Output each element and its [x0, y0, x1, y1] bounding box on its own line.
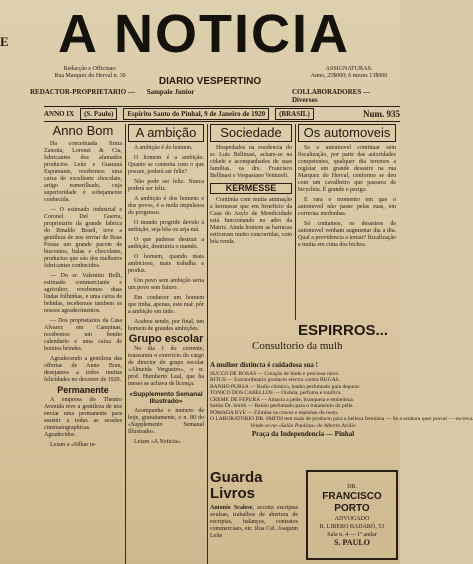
article-paragraph: Continúa com muita animação a kermesse que em beneficio da Casa do Asylo de Mendicidade está funcionando no adro da Matriz. Ainda hontem as barracas estiveram muito concorridas, com bôa renda.	[210, 197, 292, 245]
column-divider	[125, 124, 126, 564]
article-paragraph: A ambição é dos homens e dos povos, é a mola impulsora do progresso.	[128, 196, 204, 216]
address-label: Redacção e Officinas:	[63, 66, 117, 72]
lawyer-ad	[306, 470, 398, 560]
article-footer: Leiam a «Silhar re-	[50, 442, 97, 448]
article-heading: A ambição	[128, 124, 204, 142]
ad-line: SUCCO DE ROSAS — Creação de lindo e preciosa ruivo.	[210, 370, 340, 377]
article-heading: Anno Bom	[52, 123, 114, 138]
guarda-title: Guarda Livros	[210, 469, 263, 502]
article-subheading: Grupo escolar	[128, 333, 204, 345]
article-paragraph: O homem é a ambição. Quanto se contenta com o que possue, poderá ser feliz?	[128, 155, 204, 175]
ad-line: O LABORATORIO DR. SMITH tem mais de producto para a belleza feminina — Se a senhora quer provar — escreva.	[210, 416, 473, 422]
article-subheading: KERMESSE	[210, 183, 292, 194]
ad-vendor: Vende-se na «Salão Paulista» de Alberto Arólio	[250, 422, 356, 429]
consultorio-heading: Consultorio da mulh	[252, 340, 343, 352]
beauty-ad	[210, 361, 473, 438]
subscription-label: ASSIGNATURAS:	[325, 66, 373, 72]
collaborators-label: COLLABORADORES — Diversos	[292, 88, 370, 104]
ad-location: Praça da Independencia — Pinhal	[251, 430, 355, 438]
article-subheading: Permanente	[57, 385, 109, 395]
article-paragraph: Não pode ser feliz. Nunca poderá ser feliz.	[128, 179, 204, 192]
article-paragraph: Agradecendo a gentileza das offertas de Anno Bom, desejamos a todos muitas felicidades no decorrer de 1920.	[44, 356, 122, 383]
editor-label: REDACTOR-PROPRIETARIO —	[30, 88, 135, 96]
lawyer-name: FRANCISCO PORTO	[322, 491, 382, 514]
guarda-text: acceita escriptas avulsas, trabalhos de abertura de escriptas, balanços, contratos commerciaes, etc. Rua Cel. Joaquim Leite	[210, 505, 299, 539]
article-paragraph: O homem, quando mais ambicioso, mais trabalha e produz.	[128, 254, 204, 274]
editor-name: Sampaio Junior	[146, 88, 195, 96]
article-paragraph: Acompanha o numero de hoje, gratuitamente, o n. 80 do «Supplemento Semanal Illustrado».	[128, 408, 204, 435]
espirros-heading: ESPIRROS...	[298, 322, 389, 339]
ad-line: POMADA BYE — Elimina os cravos e espinhas do rosto.	[210, 409, 339, 416]
article-paragraph: — O estimado industrial e Coronel Del Guerra, proprietario da grande fabrica do Rinaldo Brasil, teve a gentileza de nos enviar de Boas Festas um grande pacote de biscoutos, balas e chocolates, productos que são dos melhores fabricantes conhecidos.	[44, 207, 122, 269]
ad-line: CREME DE FEPURA — Amacia a pelle, branqueia e embelleza.	[210, 396, 355, 403]
article-paragraph: A ambição é do homem.	[134, 145, 193, 151]
article-subheading: «Supplemento Semanal Illustrado»	[129, 391, 203, 405]
article-paragraph: A empresa do Theatro Avenida teve a gentileza de nos enviar uma permanente para assistir a todas as sessões cinematographicas. Agradecidos.	[44, 397, 122, 438]
newspaper-subtitle: DIARIO VESPERTINO	[158, 76, 262, 87]
lawyer-address: R. LIBERO BADARÓ, 53	[319, 524, 385, 530]
ad-line: BANHO PURSA — Radio chimico, banho perfumado para depurar.	[210, 383, 361, 390]
article-paragraph: No dia 1 do corrente, reassumiu o exercicio do cargo de director do grupo escolar «Almeida Vergueiro», o sr. prof. Humberto Leal, que ha meses se achava de licença.	[128, 346, 204, 387]
issue-state: (S. Paulo)	[80, 108, 117, 120]
issue-number: Num. 935	[362, 109, 400, 119]
article-heading: Sociedade	[210, 124, 292, 142]
guarda-author: Antonio Scalese,	[210, 505, 254, 511]
ad-line: Sabão Dr. Smith — Banho perfumado para o tratamento da pelle.	[210, 403, 354, 409]
guarda-livros-ad	[210, 470, 298, 540]
lawyer-title: DR.	[347, 484, 357, 490]
column-automoveis	[298, 124, 396, 320]
lawyer-hours: Sala n. 4 — 1º andar	[327, 532, 377, 538]
ad-heading: A mulher distincta é cuidadosa sua !	[210, 361, 318, 369]
article-paragraph: Acabou sendo, por final, um homem de grandes ambições.	[128, 319, 204, 332]
column-divider	[207, 124, 208, 564]
subscription-info	[298, 66, 400, 80]
address-value: Rua Marquez do Herval n. 30	[54, 73, 126, 79]
article-paragraph: Se o automovel continuar sem fiscalização, por parte das autoridades competentes, qualquer dia teremos a registar um grande desastre na rua Marquez do Herval, conforme se deu com um cavalheiro que passava de bicycleta. É grande o perigo.	[298, 145, 396, 193]
issue-year: ANNO IX	[44, 110, 75, 118]
ad-line: RITUS — Extraordinario producto electro contra RUGAS.	[210, 377, 340, 383]
column-anno-bom	[44, 124, 122, 564]
editor-line	[30, 88, 370, 104]
column-ambicao	[128, 124, 204, 564]
article-footer: Leiam «A Noticia».	[134, 439, 182, 445]
issue-info-bar	[44, 106, 400, 122]
article-paragraph: Um povo sem ambição seria um povo sem futuro.	[128, 278, 204, 291]
article-paragraph: — Do sr. Valentim Bolli, estimado commerciante e agricultor, recebemos duas lindas folhinhas, e uma caixa de bebidas, recebemos tambem os nossos agradecimentos.	[44, 273, 122, 314]
masthead-edge-letter: E	[0, 34, 9, 49]
masthead	[0, 0, 400, 88]
article-paragraph: Só contamos, os desastres de automovel venham augmentar dia a dia. Qual a providencia a tomar? fiscalização e muita em cima dos bichos.	[298, 221, 396, 248]
subscription-prices: Anno, 25$000; 6 mezes 13$000	[310, 73, 388, 79]
article-paragraph: — Dos proprietarios da Casa Alvarez em Campinas, recebemos um bonito calendario e uma caixa de bonitos brindes.	[44, 318, 122, 352]
article-paragraph: O mundo progride devido á ambição, seja bôa ou seja má.	[128, 220, 204, 233]
lawyer-city: S. PAULO	[334, 538, 370, 547]
article-paragraph: Em conhecer um homem que tinha, apenas, este mal: pôr a ambição em tudo.	[128, 295, 204, 315]
article-paragraph: E rara o momento em que o automovel não passe pelas ruas, em correrias medonhas.	[298, 197, 396, 217]
ad-line: TONICO DOS CABELLOS — Ondula, perfuma e tonifica.	[210, 390, 342, 396]
article-paragraph: Hospedados na residencia do sr. Luis Bellinasi, acham-se na cidade e acompanhados de suas familias, os drs. Francisco Bellinasi e Vespasiano Ventureli.	[210, 145, 292, 179]
article-paragraph: O que pudesse destruir a ambição, destruiria o mundo.	[128, 237, 204, 250]
column-divider	[295, 124, 296, 320]
column-sociedade	[210, 124, 292, 320]
article-heading: Os automoveis	[298, 124, 396, 142]
issue-date: Espirito Santo do Pinhal, 9 de Janeiro de 1920	[123, 108, 269, 120]
newspaper-title: A NOTICIA	[58, 4, 350, 64]
editorial-address	[30, 66, 150, 80]
issue-country: (BRASIL)	[275, 108, 314, 120]
article-paragraph: Da conceituada firma Zanotta, Lorenzi & Cia, fabricantes dos afamados productos Leite e Guaraná Espumante, recebemos uma caixa de excellente chocolate, artigo esmerilhado, cuja superioridade é sobejamente conhecida.	[44, 141, 122, 203]
lawyer-profession: ADVOGADO	[334, 516, 370, 522]
